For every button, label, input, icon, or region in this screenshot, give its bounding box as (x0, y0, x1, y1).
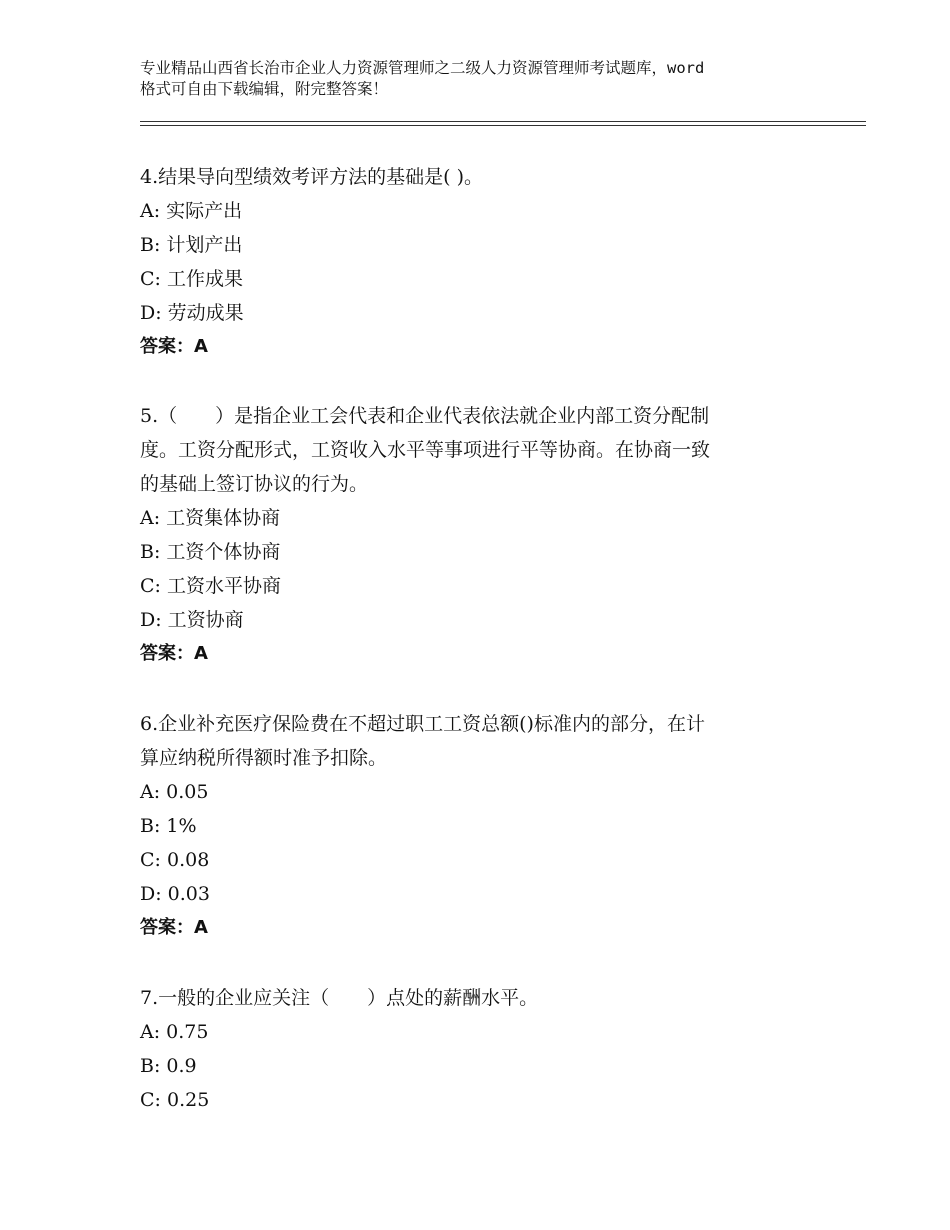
option-b: B: 1% (140, 815, 197, 837)
answer-label: 答案：A (140, 336, 208, 357)
option-a: A: 0.75 (140, 1021, 209, 1043)
option-d: D: 工资协商 (140, 609, 244, 631)
question-stem-line-2: 度。工资分配形式，工资收入水平等事项进行平等协商。在协商一致 (140, 439, 711, 461)
answer-label: 答案：A (140, 643, 208, 664)
option-b: B: 计划产出 (140, 234, 243, 256)
question-stem-line-1: 5.（ ）是指企业工会代表和企业代表依法就企业内部工资分配制 (140, 405, 710, 427)
option-b: B: 工资个体协商 (140, 541, 281, 563)
option-a: A: 工资集体协商 (140, 507, 281, 529)
header-divider-top (140, 121, 866, 122)
question-6 (140, 707, 800, 945)
option-d: D: 劳动成果 (140, 302, 244, 324)
header-line-1: 专业精品山西省长治市企业人力资源管理师之二级人力资源管理师考试题库，word (140, 59, 705, 77)
document-header (140, 58, 830, 100)
option-b: B: 0.9 (140, 1055, 197, 1077)
option-c: C: 工资水平协商 (140, 575, 281, 597)
option-c: C: 0.08 (140, 849, 210, 871)
header-divider-bottom (140, 125, 866, 126)
question-stem-line-1: 6.企业补充医疗保险费在不超过职工工资总额()标准内的部分，在计 (140, 713, 705, 735)
question-stem-line-3: 的基础上签订协议的行为。 (140, 473, 369, 495)
answer-label: 答案：A (140, 917, 208, 938)
header-line-2: 格式可自由下载编辑，附完整答案！ (140, 80, 389, 98)
question-stem-line-2: 算应纳税所得额时准予扣除。 (140, 747, 388, 769)
question-5 (140, 399, 800, 671)
option-d: D: 0.03 (140, 883, 210, 905)
question-4 (140, 160, 800, 364)
option-a: A: 实际产出 (140, 200, 243, 222)
question-stem: 4.结果导向型绩效考评方法的基础是( )。 (140, 166, 483, 188)
question-7 (140, 981, 800, 1117)
question-stem: 7.一般的企业应关注（ ）点处的薪酬水平。 (140, 987, 539, 1009)
option-c: C: 工作成果 (140, 268, 243, 290)
option-a: A: 0.05 (140, 781, 209, 803)
option-c: C: 0.25 (140, 1089, 210, 1111)
